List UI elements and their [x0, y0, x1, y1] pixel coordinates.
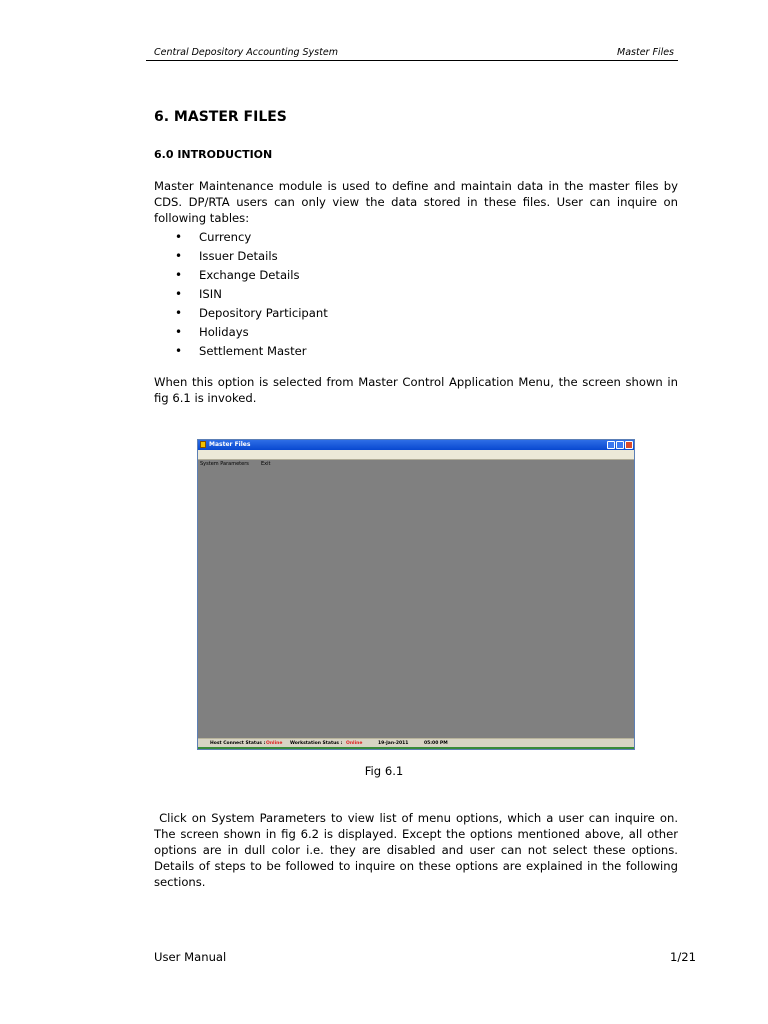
header-document-title: Central Depository Accounting System — [154, 47, 338, 58]
footer-manual-name: User Manual — [154, 950, 227, 964]
list-item: • ISIN — [154, 285, 328, 304]
invoke-paragraph: When this option is selected from Master Control Application Menu, the screen shown in fig 6.1 is invoked. — [154, 375, 678, 405]
list-item: • Settlement Master — [154, 342, 328, 361]
window-titlebar — [198, 440, 634, 450]
header-section-name: Master Files — [617, 47, 674, 58]
list-item: • Currency — [154, 228, 328, 247]
intro-paragraph: Master Maintenance module is used to define and maintain data in the master files by CDS. DP/RTA users can only view the data stored in these files. User can inquire on following tables: — [154, 179, 678, 225]
section-title: 6. MASTER FILES — [154, 109, 287, 125]
closing-paragraph: Click on System Parameters to view list of menu options, which a user can inquire on. The screen shown in fig 6.2 is displayed. Except the options mentioned above, all other options are in dull color i.e. they are disabled and user can not select these options. Details of steps to be followed to inquire on these options are explained in the following sections. — [154, 811, 682, 889]
close-icon[interactable] — [625, 441, 633, 449]
app-icon — [200, 441, 206, 448]
page-number: 1/21 — [669, 950, 696, 964]
status-time: 05:00 PM — [424, 741, 448, 746]
status-bar — [198, 738, 634, 749]
status-stripe — [198, 747, 634, 749]
tables-list — [154, 228, 328, 361]
host-status-label: Host Connect Status : — [210, 741, 266, 746]
menu-bar — [198, 450, 634, 467]
menu-system-parameters[interactable]: System Parameters — [200, 461, 249, 467]
minimize-icon[interactable] — [607, 441, 615, 449]
host-status-value: Online — [266, 741, 283, 746]
figure-caption: Fig 6.1 — [364, 764, 404, 778]
list-item: • Depository Participant — [154, 304, 328, 323]
menu-exit[interactable]: Exit — [260, 461, 271, 467]
maximize-icon[interactable] — [616, 441, 624, 449]
list-item: • Holidays — [154, 323, 328, 342]
window-title: Master Files — [209, 441, 251, 448]
figure-screenshot — [197, 439, 635, 750]
list-item: • Exchange Details — [154, 266, 328, 285]
subsection-title: 6.0 INTRODUCTION — [154, 148, 273, 161]
status-date: 19-Jan-2011 — [378, 741, 409, 746]
list-item: • Issuer Details — [154, 247, 328, 266]
page-header — [146, 46, 678, 61]
workstation-status-value: Online — [346, 741, 363, 746]
workstation-status-label: Workstation Status : — [290, 741, 343, 746]
